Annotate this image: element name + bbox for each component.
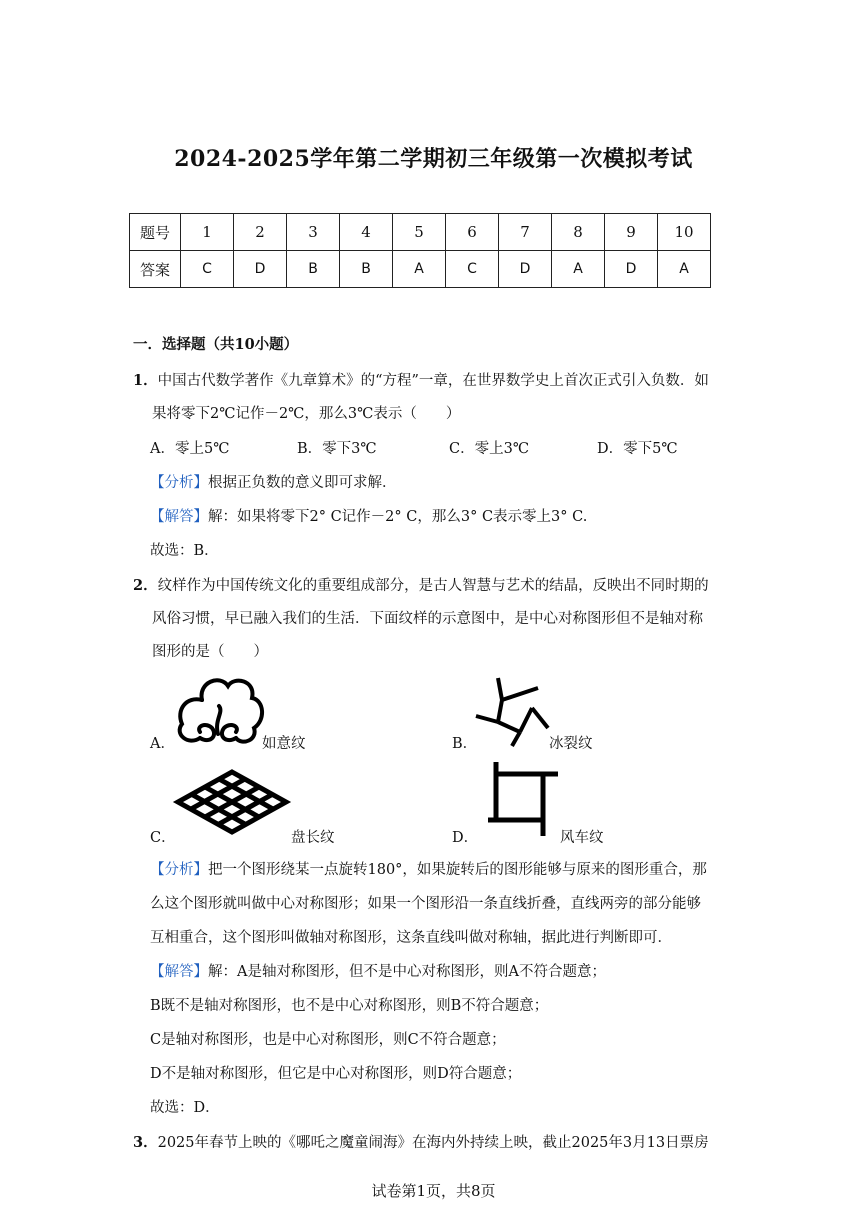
table-cell: 10 (658, 214, 711, 251)
question-text: 中国古代数学著作《九章算术》的“方程”一章，在世界数学史上首次正式引入负数．如 (157, 373, 709, 389)
question-number: 3． (133, 1134, 158, 1151)
table-cell: 7 (499, 214, 552, 251)
q1-solution (150, 505, 587, 526)
q2-choice: 故选：D． (150, 1100, 220, 1116)
analysis-text: 把一个图形绕某一点旋转180°，如果旋转后的图形能够与原来的图形重合，那 (208, 862, 707, 878)
q3-stem-line1 (133, 1131, 709, 1152)
table-cell: 5 (393, 214, 446, 251)
q1-analysis (150, 471, 397, 492)
question-text: 2025年春节上映的《哪吒之魔童闹海》在海内外持续上映，截止2025年3月13日票房 (157, 1135, 709, 1151)
analysis-tag: 【分析】 (150, 862, 208, 878)
analysis-text: 根据正负数的意义即可求解． (208, 475, 397, 491)
solution-text: 解：如果将零下2° C记作－2° C，那么3° C表示零上3° C. (208, 509, 588, 525)
q2-option-a-letter: A． (150, 736, 175, 752)
q1-choice: 故选：B． (150, 543, 219, 559)
q1-option-a: A．零上5℃ (150, 441, 230, 457)
q2-option-a-label: 如意纹 (262, 736, 306, 752)
q2-option-d-letter: D． (452, 830, 479, 846)
q2-solution-line3: C是轴对称图形，也是中心对称图形，则C不符合题意； (150, 1032, 506, 1048)
question-number: 2． (133, 577, 158, 594)
q2-solution-line2: B既不是轴对称图形，也不是中心对称图形，则B不符合题意； (150, 998, 549, 1014)
table-cell: A (552, 251, 605, 288)
table-row (130, 214, 711, 251)
q2-stem-line2: 风俗习惯，早已融入我们的生活．下面纹样的示意图中，是中心对称图形但不是轴对称 (152, 611, 703, 627)
page-title: 2024-2025学年第二学期初三年级第一次模拟考试 (174, 146, 693, 172)
table-cell: 2 (234, 214, 287, 251)
q2-analysis-line1 (150, 858, 707, 879)
table-cell: D (234, 251, 287, 288)
q2-option-b-letter: B． (452, 736, 478, 752)
q1-stem-line2: 果将零下2℃记作－2℃，那么3℃表示（ ） (152, 406, 461, 422)
table-header-number: 题号 (130, 214, 181, 251)
table-cell: B (340, 251, 393, 288)
table-cell: 8 (552, 214, 605, 251)
q2-stem-line3: 图形的是（ ） (152, 644, 268, 660)
q1-option-d: D．零下5℃ (597, 441, 678, 457)
q2-option-c-label: 盘长纹 (291, 830, 335, 846)
q2-analysis-line3: 互相重合，这个图形叫做轴对称图形，这条直线叫做对称轴，据此进行判断即可． (150, 930, 672, 946)
q2-solution-line4: D不是轴对称图形，但它是中心对称图形，则D符合题意； (150, 1066, 522, 1082)
q2-option-d-label: 风车纹 (560, 830, 604, 846)
ruyi-pattern-figure (172, 672, 267, 747)
analysis-tag: 【分析】 (150, 475, 208, 491)
table-cell: 3 (287, 214, 340, 251)
q2-solution-line1 (150, 960, 606, 981)
table-cell: 6 (446, 214, 499, 251)
table-cell: A (658, 251, 711, 288)
table-cell: C (181, 251, 234, 288)
table-cell: D (605, 251, 658, 288)
question-text: 纹样作为中国传统文化的重要组成部分，是古人智慧与艺术的结晶，反映出不同时期的 (157, 578, 709, 594)
section-heading: 一．选择题（共10小题） (133, 336, 299, 353)
table-cell: D (499, 251, 552, 288)
table-cell: B (287, 251, 340, 288)
q2-analysis-line2: 么这个图形就叫做中心对称图形；如果一个图形沿一条直线折叠，直线两旁的部分能够 (150, 896, 701, 912)
q1-option-c: C．零上3℃ (449, 441, 530, 457)
q1-stem-line1 (133, 369, 709, 390)
solution-tag: 【解答】 (150, 964, 208, 980)
table-cell: 1 (181, 214, 234, 251)
q2-option-b-label: 冰裂纹 (549, 736, 593, 752)
table-cell: C (446, 251, 499, 288)
table-cell: 4 (340, 214, 393, 251)
table-header-answer: 答案 (130, 251, 181, 288)
solution-tag: 【解答】 (150, 509, 208, 525)
endless-knot-pattern-figure (176, 770, 288, 834)
q1-option-b: B．零下3℃ (297, 441, 377, 457)
q2-option-c-letter: C． (150, 830, 176, 846)
windmill-pattern-figure (486, 760, 560, 838)
table-row (130, 251, 711, 288)
answer-table (129, 213, 711, 288)
table-cell: A (393, 251, 446, 288)
question-number: 1． (133, 372, 158, 389)
page-footer: 试卷第1页，共8页 (371, 1182, 496, 1200)
q2-stem-line1 (133, 574, 709, 595)
ice-crack-pattern-figure (474, 676, 554, 748)
table-cell: 9 (605, 214, 658, 251)
solution-text: 解：A是轴对称图形，但不是中心对称图形，则A不符合题意； (208, 964, 606, 980)
